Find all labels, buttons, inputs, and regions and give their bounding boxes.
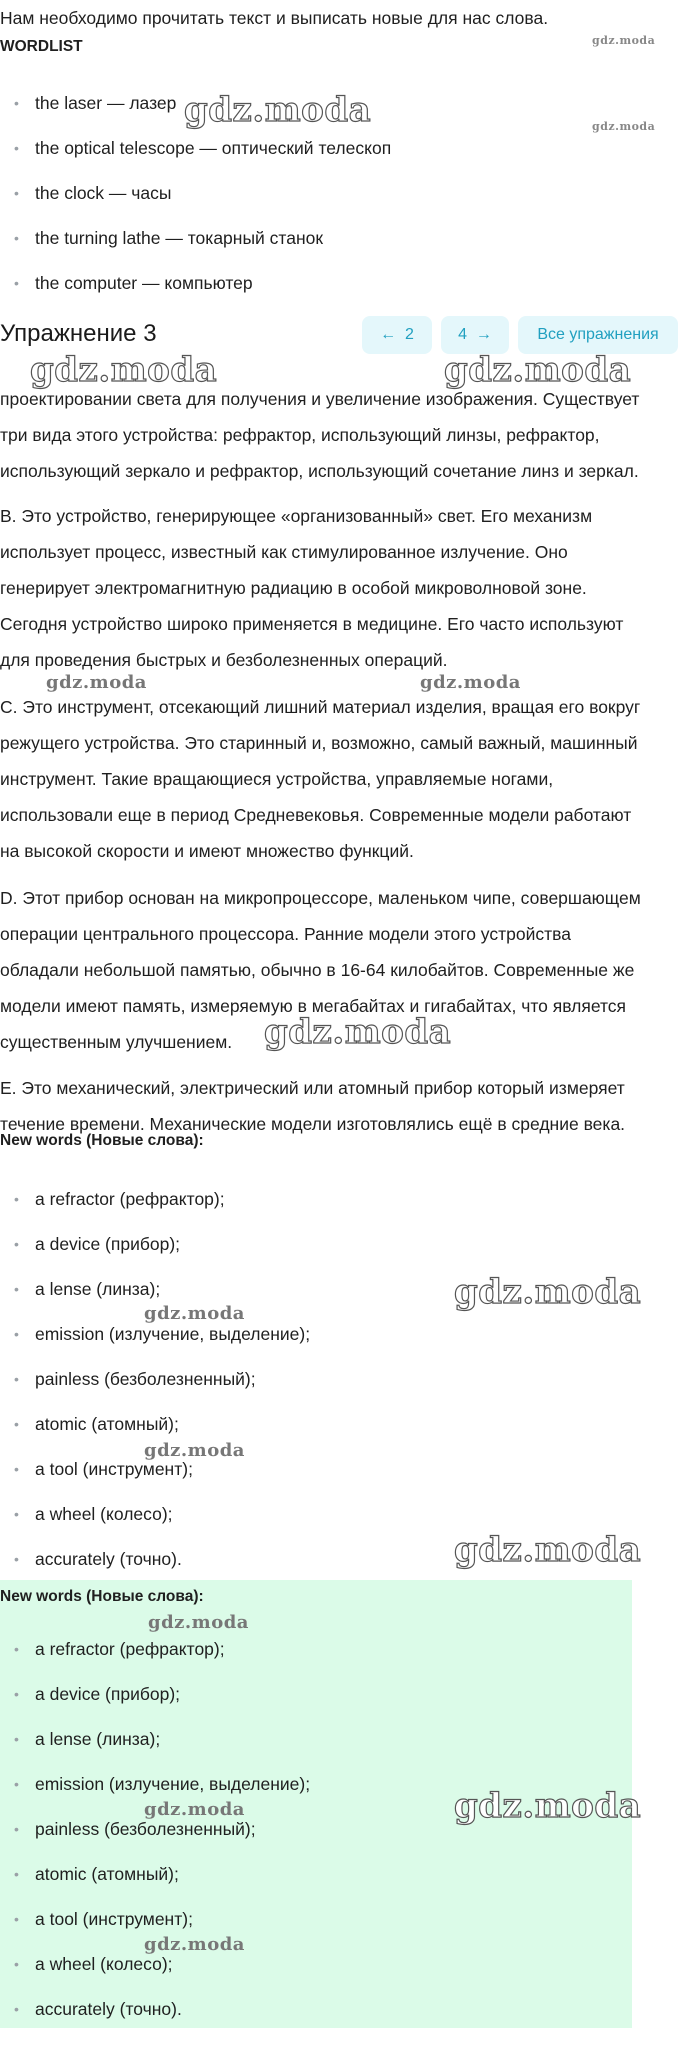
text-line: использует процесс, известный как стимулированное излучение. Оно xyxy=(0,542,568,562)
text-line: модели имеют память, измеряемую в мегабайтах и гигабайтах, что является xyxy=(0,996,627,1016)
new-words-title-highlighted: New words (Новые слова): xyxy=(0,1588,204,1605)
watermark: gdz.moda xyxy=(454,1786,642,1826)
watermark: gdz.moda xyxy=(144,1799,245,1820)
paragraph-c xyxy=(0,689,640,869)
text-line: C. Это инструмент, отсекающий лишний материал изделия, вращая его вокруг xyxy=(0,697,641,717)
list-item: • the turning lathe — токарный станок xyxy=(0,225,391,270)
watermark: gdz.moda xyxy=(420,672,521,693)
watermark: gdz.moda xyxy=(144,1303,245,1324)
list-item: • emission (излучение, выделение); xyxy=(0,1771,310,1816)
text-line: для проведения быстрых и безболезненных операций. xyxy=(0,650,448,670)
watermark: gdz.moda xyxy=(148,1612,249,1633)
list-item: • the laser — лазер xyxy=(0,90,391,135)
prev-exercise-button[interactable]: ← 2 xyxy=(362,316,432,354)
arrow-left-icon: ← xyxy=(380,326,397,343)
wordlist-title: WORDLIST xyxy=(0,38,83,55)
list-item: • a device (прибор); xyxy=(0,1231,310,1276)
list-item: • a device (прибор); xyxy=(0,1681,310,1726)
watermark: gdz.moda xyxy=(592,34,656,47)
text-line: обладали небольшой памятью, обычно в 16-64 килобайтов. Современные же xyxy=(0,960,635,980)
list-item: • the optical telescope — оптический телескоп xyxy=(0,135,391,180)
new-words-list xyxy=(0,1186,310,1591)
text-line: генерирует электромагнитную радиацию в особой микроволновой зоне. xyxy=(0,578,587,598)
list-item: • atomic (атомный); xyxy=(0,1861,310,1906)
list-item: • a wheel (колесо); xyxy=(0,1951,310,1996)
list-item: • accurately (точно). xyxy=(0,1546,310,1591)
watermark: gdz.moda xyxy=(592,120,656,133)
text-line: Сегодня устройство широко применяется в медицине. Его часто используют xyxy=(0,614,624,634)
text-line: D. Этот прибор основан на микропроцессоре, маленьком чипе, совершающем xyxy=(0,888,641,908)
list-item: • painless (безболезненный); xyxy=(0,1366,310,1411)
list-item: • emission (излучение, выделение); xyxy=(0,1321,310,1366)
watermark: gdz.moda xyxy=(144,1440,245,1461)
text-line: использовали еще в период Средневековья. Современные модели работают xyxy=(0,805,632,825)
list-item: • atomic (атомный); xyxy=(0,1411,310,1456)
list-item: • a lense (линза); xyxy=(0,1276,310,1321)
list-item: • the computer — компьютер xyxy=(0,270,391,315)
intro-text: Нам необходимо прочитать текст и выписать новые для нас слова. xyxy=(0,8,549,28)
next-exercise-button[interactable]: 4 → xyxy=(441,316,509,354)
paragraph-b xyxy=(0,498,623,678)
watermark: gdz.moda xyxy=(454,1530,642,1570)
arrow-right-icon: → xyxy=(475,326,492,343)
watermark: gdz.moda xyxy=(264,1012,452,1052)
text-line: режущего устройства. Это старинный и, возможно, самый важный, машинный xyxy=(0,733,638,753)
text-line: B. Это устройство, генерирующее «организованный» свет. Его механизм xyxy=(0,506,593,526)
list-item: • painless (безболезненный); xyxy=(0,1816,310,1861)
list-item: • a wheel (колесо); xyxy=(0,1501,310,1546)
watermark: gdz.moda xyxy=(46,672,147,693)
text-line: использующий зеркало и рефрактор, использующий сочетание линз и зеркал. xyxy=(0,461,639,481)
paragraph-a xyxy=(0,381,639,489)
all-exercises-button[interactable]: Все упражнения xyxy=(518,316,678,354)
text-line: течение времени. Механические модели изготовлялись ещё в средние века. xyxy=(0,1114,626,1134)
new-words-title: New words (Новые слова): xyxy=(0,1132,204,1149)
text-line: проектировании света для получения и увеличение изображения. Существует xyxy=(0,389,640,409)
list-item: • a refractor (рефрактор); xyxy=(0,1636,310,1681)
list-item: • a refractor (рефрактор); xyxy=(0,1186,310,1231)
watermark: gdz.moda xyxy=(30,350,218,390)
list-item: • a lense (линза); xyxy=(0,1726,310,1771)
watermark: gdz.moda xyxy=(444,350,632,390)
watermark: gdz.moda xyxy=(144,1934,245,1955)
exercise-title: Упражнение 3 xyxy=(0,320,157,347)
watermark: gdz.moda xyxy=(454,1272,642,1312)
text-line: три вида этого устройства: рефрактор, использующий линзы, рефрактор, xyxy=(0,425,600,445)
watermark: gdz.moda xyxy=(184,90,372,130)
text-line: инструмент. Такие вращающиеся устройства, управляемые ногами, xyxy=(0,769,554,789)
text-line: существенным улучшением. xyxy=(0,1032,233,1052)
list-item: • a tool (инструмент); xyxy=(0,1906,310,1951)
text-line: операции центрального процессора. Ранние модели этого устройства xyxy=(0,924,571,944)
new-words-list-highlighted xyxy=(0,1636,310,2041)
list-item: • a tool (инструмент); xyxy=(0,1456,310,1501)
list-item: • accurately (точно). xyxy=(0,1996,310,2041)
list-item: • the clock — часы xyxy=(0,180,391,225)
text-line: на высокой скорости и имеют множество функций. xyxy=(0,841,414,861)
text-line: E. Это механический, электрический или атомный прибор который измеряет xyxy=(0,1078,625,1098)
